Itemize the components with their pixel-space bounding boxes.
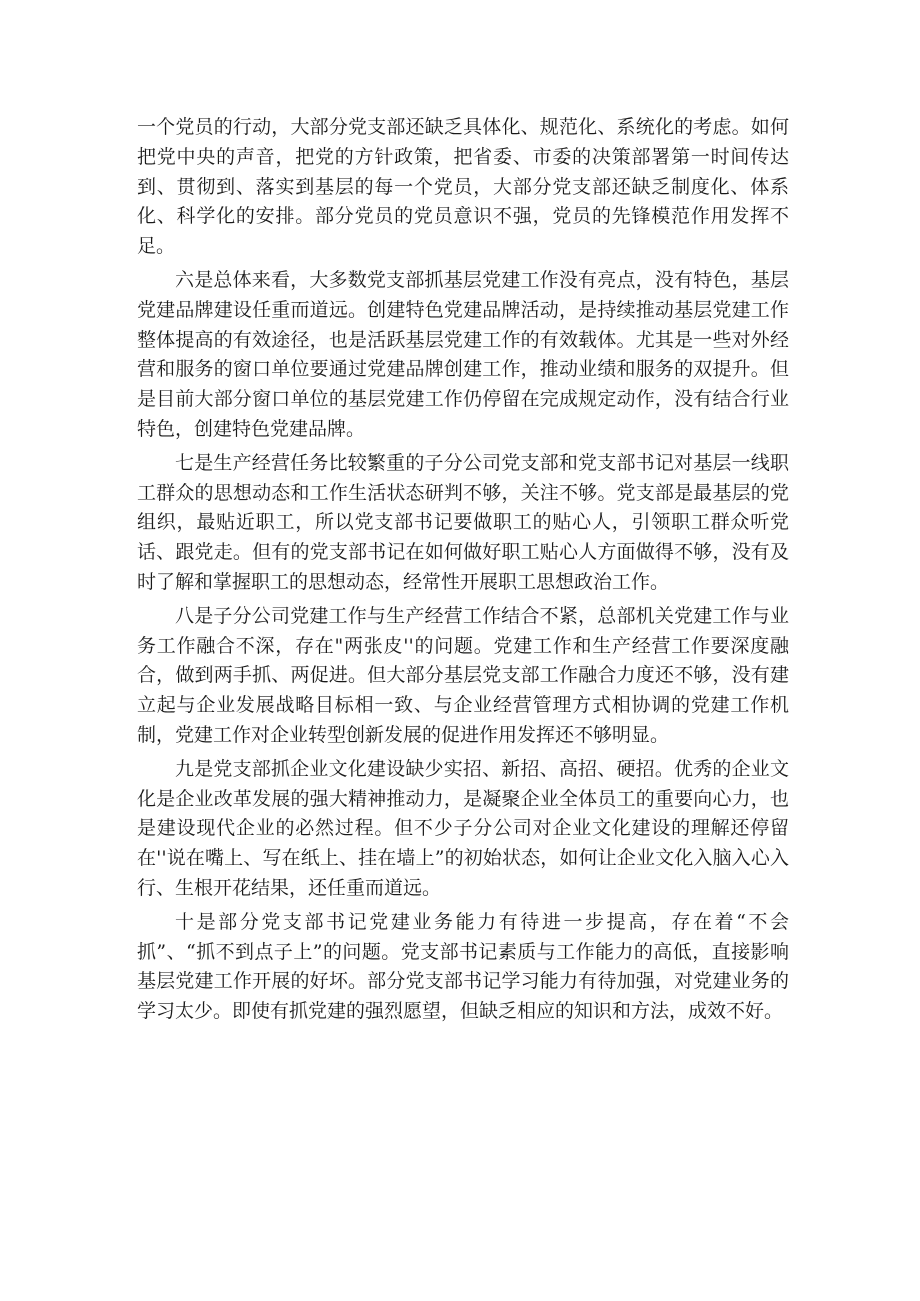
document-body	[137, 113, 789, 1027]
paragraph-continuation: 一个党员的行动，大部分党支部还缺乏具体化、规范化、系统化的考虑。如何把党中央的声音，把党的方针政策，把省委、市委的决策部署第一时间传达到、贯彻到、落实到基层的每一个党员，大部分党支部还缺乏制度化、体系化、科学化的安排。部分党员的党员意识不强，党员的先锋模范作用发挥不足。	[137, 116, 789, 258]
paragraph-item-eight: 八是子分公司党建工作与生产经营工作结合不紧，总部机关党建工作与业务工作融合不深，存在"两张皮''的问题。党建工作和生产经营工作要深度融合，做到两手抓、两促进。但大部分基层党支部工作融合力度还不够，没有建立起与企业发展战略目标相一致、与企业经营管理方式相协调的党建工作机制，党建工作对企业转型创新发展的促进作用发挥还不够明显。	[137, 604, 789, 746]
paragraph-item-nine: 九是党支部抓企业文化建设缺少实招、新招、高招、硬招。优秀的企业文化是企业改革发展的强大精神推动力，是凝聚企业全体员工的重要向心力，也是建设现代企业的必然过程。但不少子分公司对企业文化建设的理解还停留在''说在嘴上、写在纸上、挂在墙上”的初始状态，如何让企业文化入脑入心入行、生根开花结果，还任重而道远。	[137, 757, 789, 899]
paragraph-item-six: 六是总体来看，大多数党支部抓基层党建工作没有亮点，没有特色，基层党建品牌建设任重而道远。创建特色党建品牌活动，是持续推动基层党建工作整体提高的有效途径，也是活跃基层党建工作的有效载体。尤其是一些对外经营和服务的窗口单位要通过党建品牌创建工作，推动业绩和服务的双提升。但是目前大部分窗口单位的基层党建工作仍停留在完成规定动作，没有结合行业特色，创建特色党建品牌。	[137, 268, 789, 440]
paragraph-item-seven: 七是生产经营任务比较繁重的子分公司党支部和党支部书记对基层一线职工群众的思想动态和工作生活状态研判不够，关注不够。党支部是最基层的党组织，最贴近职工，所以党支部书记要做职工的贴心人，引领职工群众听党话、跟党走。但有的党支部书记在如何做好职工贴心人方面做得不够，没有及时了解和掌握职工的思想动态，经常性开展职工思想政治工作。	[137, 451, 789, 593]
paragraph-item-ten: 十是部分党支部书记党建业务能力有待进一步提高，存在着“不会抓”、“抓不到点子上”的问题。党支部书记素质与工作能力的高低，直接影响基层党建工作开展的好坏。部分党支部书记学习能力有待加强，对党建业务的学习太少。即使有抓党建的强烈愿望，但缺乏相应的知识和方法，成效不好。	[137, 910, 789, 1023]
